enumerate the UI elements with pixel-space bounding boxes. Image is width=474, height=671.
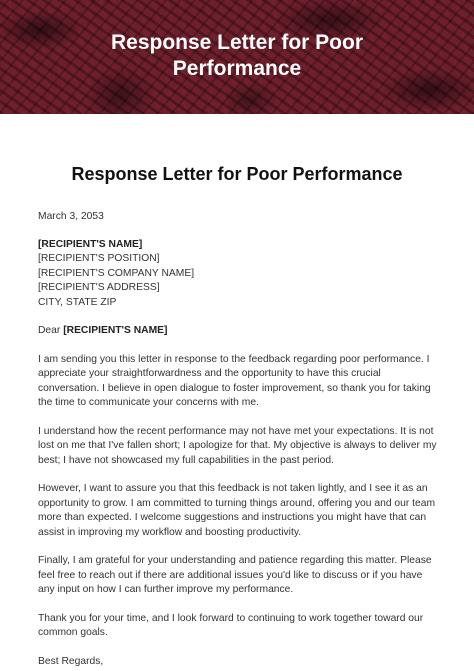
paragraph-5: Thank you for your time, and I look forward to continuing to work together toward our common goals.: [38, 612, 424, 638]
paragraph-4: Finally, I am grateful for your understanding and patience regarding this matter. Please feel free to reach out if there are additional issues you'd like to discuss or if you have any input on how I can further improve my performance.: [38, 555, 432, 595]
banner-title: Response Letter for Poor Performance: [110, 31, 364, 80]
salutation-name: [RECIPIENT'S NAME]: [63, 325, 168, 336]
salutation-word: Dear: [38, 325, 61, 336]
letter-body: [38, 210, 438, 669]
paragraph-1: I am sending you this letter in response to the feedback regarding poor performance. I appreciate your straightforwardness and the opportunity to have this crucial conversation. I believe in open dialogue to foster improvement, so thank you for taking the time to communicate your concerns with me.: [38, 353, 431, 408]
recipient-name: [RECIPIENT'S NAME]: [38, 238, 143, 250]
recipient-city: CITY, STATE ZIP: [38, 296, 117, 308]
salutation: [38, 324, 438, 339]
recipient-position: [RECIPIENT'S POSITION]: [38, 253, 160, 264]
letter-date: March 3, 2053: [38, 211, 104, 222]
recipient-company: [RECIPIENT'S COMPANY NAME]: [38, 267, 195, 279]
document-title: Response Letter for Poor Performance: [71, 164, 403, 184]
header-banner: [0, 0, 474, 114]
recipient-address: [RECIPIENT'S ADDRESS]: [38, 282, 160, 293]
paragraph-3: However, I want to assure you that this feedback is not taken lightly, and I see it as an opportunity to grow. I am committed to turning things around, offering you and our team more than expected. I welcome suggestions and instructions you might have that can assist in improving my workflow and boosting productivity.: [38, 483, 436, 538]
paragraph-2: I understand how the recent performance may not have met your expectations. It is not lost on me that I've fallen short; I apologize for that. My objective is always to deliver my best; I have not showcased my full capabilities in the past period.: [38, 425, 437, 466]
closing: Best Regards,: [38, 655, 104, 667]
recipient-address-block: [38, 238, 438, 311]
